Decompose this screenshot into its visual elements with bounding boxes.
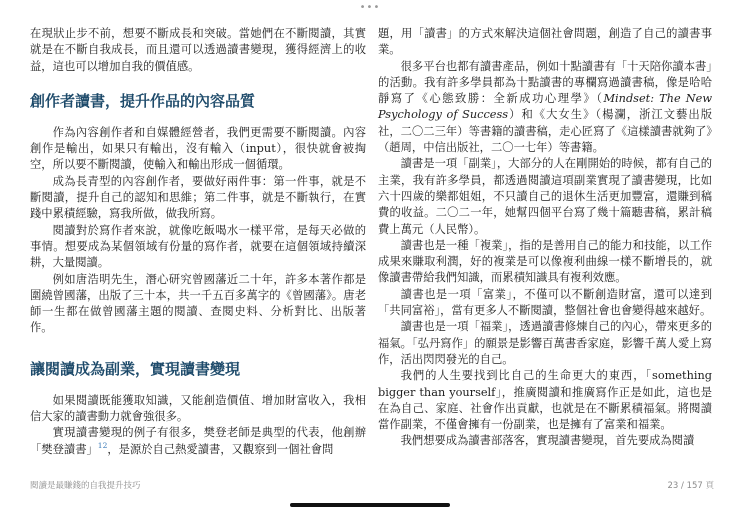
paragraph: 讀書是一項「副業」，大部分的人在剛開始的時候，都有自己的主業，我有許多學員，都透過閱讀這項副業實現了讀書變現，比如六十四歲的樂都姐姐，不只讀自己的退休生活更加豐富，還賺到稿費的收益。二〇二一年，她幫四個平台寫了幾十篇聽書稿，累計稿費上萬元（人民幣）。 <box>378 157 712 236</box>
paragraph-text: 很多平台也都有讀書產品，例如十點讀書有「十天陪你讀本書」的活動。我有許多學員都為十點讀書的專欄寫過讀書稿，像是哈哈靜寫了《心態致勝：全新成功心理學》（ <box>378 59 712 106</box>
paragraph: 在現狀止步不前，想要不斷成長和突破。當她們在不斷閱讀，其實就是在不斷自我成長，而且還可以透過讀書變現，獲得經濟上的收益，這也可以增加自我的價值感。 <box>30 27 366 73</box>
paragraph-text: 實現讀書變現的例子有很多，樊登老師是典型的代表，他創辦「樊登讀書」 <box>30 426 366 456</box>
paragraph: 例如唐浩明先生，潛心研究曾國藩近二十年，許多本著作都是圍繞曾國藩，出版了三十本，共一千五百多萬字的《曾國藩》。唐老師一生都在做曾國藩主題的閱讀、查閱史料、分析對比、出版著作。 <box>30 272 366 335</box>
paragraph-text: ，是源於自己熱愛讀書，又觀察到一個社會問 <box>107 442 334 456</box>
paragraph: 讀書也是一種「複業」，指的是善用自己的能力和技能，以工作成果來賺取利潤，好的複業是可以像複利曲線一樣不斷增長的，就像讀書帶給我們知識，而累積知識具有複利效應。 <box>378 238 712 285</box>
home-indicator-bar[interactable] <box>290 503 450 507</box>
section-heading: 創作者讀書，提升作品的內容品質 <box>30 91 256 110</box>
paragraph <box>378 59 712 157</box>
page-indicator: 23 / 157 頁 <box>667 481 714 491</box>
paragraph-text: ）和《大女生》（楊瀾，浙江文藝出版社，二〇二三年）等書籍的讀書稿，走心匠寫了《這樣讀書就夠了》（趙周，中信出版社，二〇一七年）等書籍。 <box>378 108 712 155</box>
book-title-footer: 閱讀是最賺錢的自我提升技巧 <box>30 481 141 491</box>
paragraph: 題，用「讀書」的方式來解決這個社會問題，創造了自己的讀書事業。 <box>378 27 712 57</box>
paragraph: 成為長青型的內容創作者，要做好兩件事：第一件事，就是不斷閱讀，提升自己的認知和思維；第二件事，就是不斷執行，在實踐中累積經驗，寫我所做，做我所寫。 <box>30 174 366 221</box>
section-heading: 讓閱讀成為副業，實現讀書變現 <box>30 359 241 378</box>
book-title-italic: Mindset: The New Psychology of Success <box>378 92 713 122</box>
paragraph: 我們的人生要找到比自己的生命更大的東西，「something bigger than yourself」，推廣閱讀和推廣寫作正是如此，這也是在為自己、家庭、社會作出貢獻，也就是在不斷累積福氣。將閱讀當作副業，不僅會擁有一份副業，也是擁有了富業和福業。 <box>378 369 712 432</box>
menu-dots-icon[interactable]: ••• <box>359 2 381 13</box>
left-page-column <box>30 26 366 458</box>
right-page-column <box>378 26 712 450</box>
paragraph: 我們想要成為讀書部落客，實現讀書變現，首先要成為閱讀 <box>400 434 695 448</box>
paragraph: 作為內容創作者和自媒體經營者，我們更需要不斷閱讀。內容創作是輸出，如果只有輸出，沒有輸入（input），很快就會被掏空，所以要不斷閱讀，使輸入和輸出形成一個循環。 <box>30 125 366 172</box>
paragraph: 如果閱讀既能獲取知識，又能創造價值、增加財富收入，我相信大家的讀書動力就會強很多。 <box>30 393 366 424</box>
paragraph: 閱讀對於寫作者來說，就像吃飯喝水一樣平常，是每天必做的事情。想要成為某個領域有份量的寫作者，就要在這個領域持續深耕，大量閱讀。 <box>30 223 366 270</box>
paragraph: 讀書也是一項「富業」，不僅可以不斷創造財富，還可以達到「共同富裕」，當有更多人不斷閱讀，整個社會也會變得越來越好。 <box>378 287 712 318</box>
footnote-link[interactable]: 12 <box>97 440 108 450</box>
paragraph: 讀書也是一項「福業」，透過讀書修煉自己的內心，帶來更多的福氣。「弘丹寫作」的願景是影響百萬書香家庭，影響千萬人愛上寫作，活出閃閃發光的自己。 <box>378 320 712 366</box>
paragraph <box>30 425 366 458</box>
